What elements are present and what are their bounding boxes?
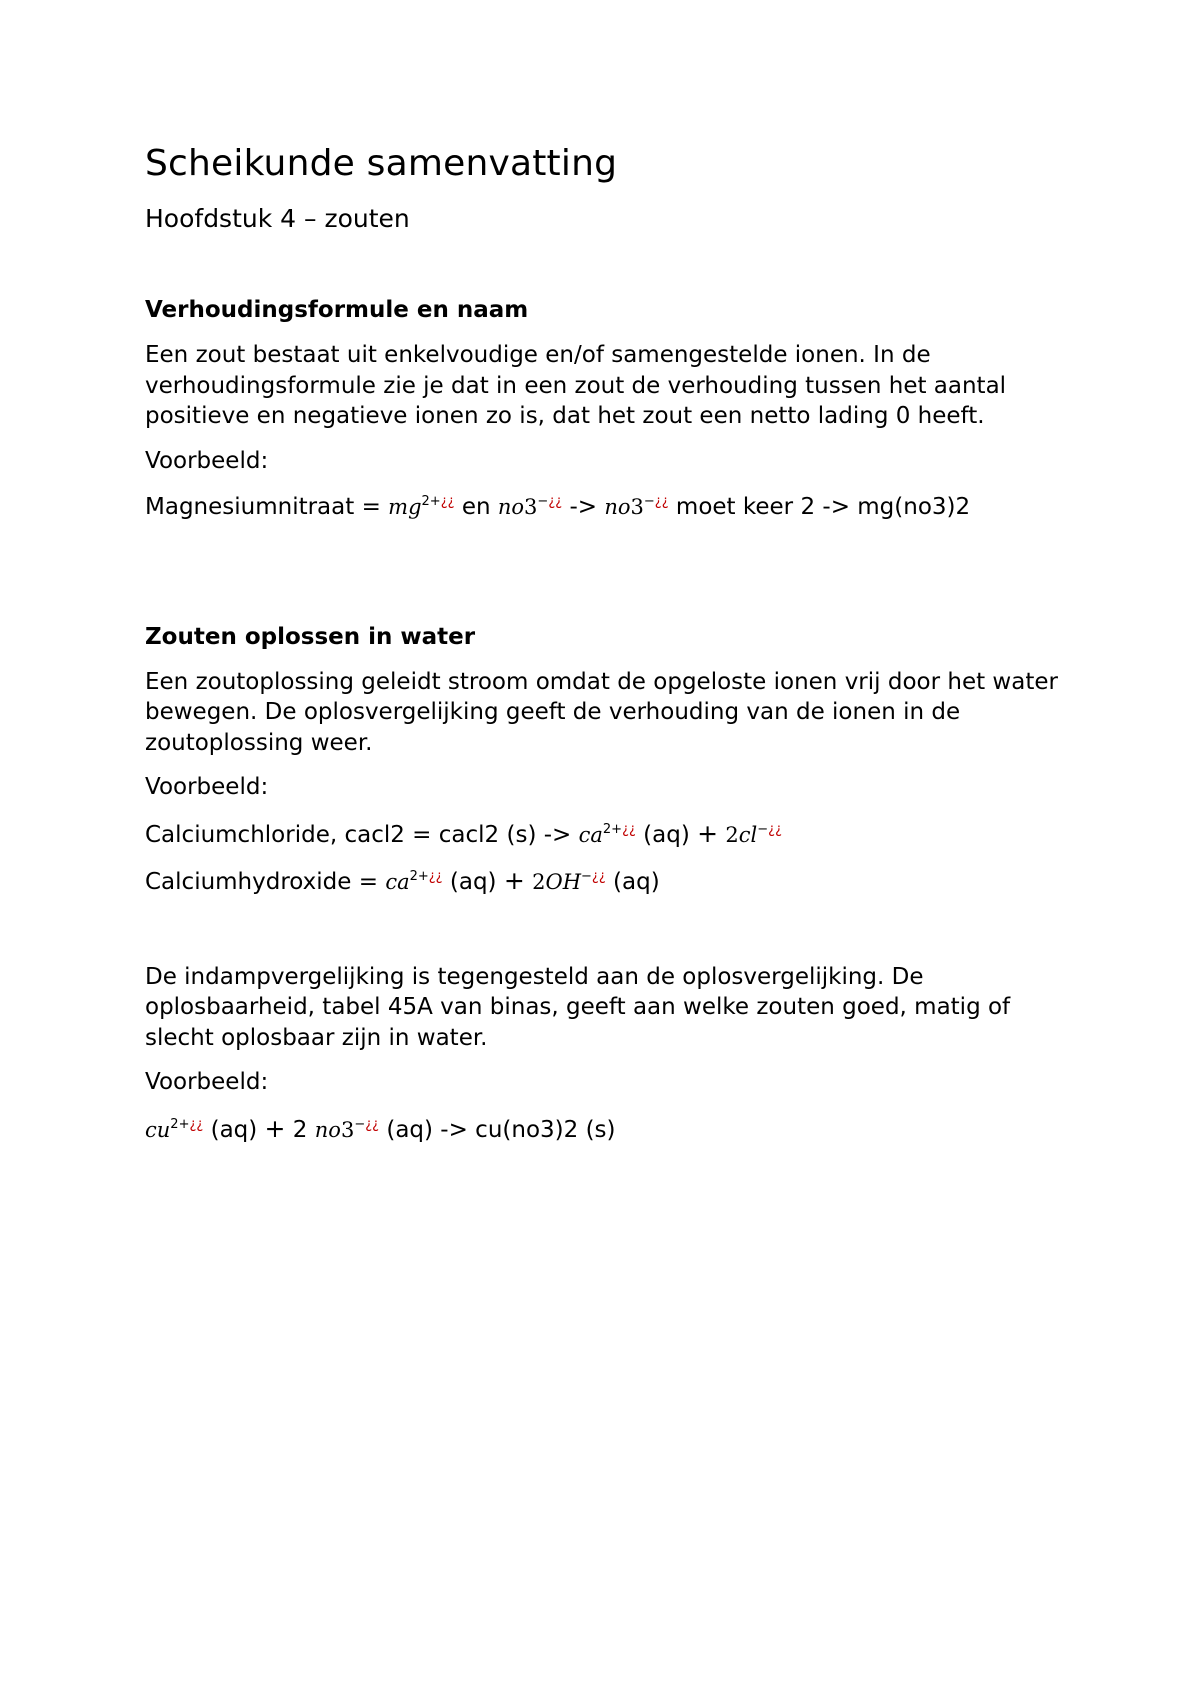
plus-sign: + (503, 866, 525, 895)
plus-sign: + (697, 818, 719, 848)
math-term: ca (578, 822, 603, 847)
example-label: Voorbeeld: (145, 1069, 269, 1095)
render-error-glyph: ¿¿ (591, 869, 606, 884)
equation-text: moet keer 2 -> mg(no3)2 (668, 494, 971, 520)
charge-superscript: 2+¿¿ (602, 821, 636, 837)
charge-superscript: −¿¿ (581, 869, 606, 884)
charge-superscript: 2+¿¿ (170, 1116, 204, 1132)
math-number: 3 (630, 495, 644, 519)
render-error-glyph: ¿¿ (548, 494, 563, 509)
chapter-subtitle: Hoofdstuk 4 – zouten (145, 204, 410, 233)
section-heading-verhoudingsformule: Verhoudingsformule en naam (145, 297, 529, 323)
math-term: no (314, 1117, 341, 1142)
equation-text: (aq) (442, 869, 504, 895)
plus-sign: + (264, 1113, 286, 1143)
charge-superscript: −¿¿ (757, 821, 782, 837)
charge-superscript: −¿¿ (354, 1116, 380, 1132)
math-term: cl (738, 822, 758, 847)
render-error-glyph: ¿¿ (622, 821, 636, 837)
render-error-glyph: ¿¿ (654, 494, 669, 509)
math-term: mg (388, 495, 422, 519)
math-term: no (497, 495, 525, 519)
charge-superscript: −¿¿ (537, 494, 563, 509)
equation-text: (aq) (203, 1116, 265, 1143)
equation-line-calciumhydroxide (145, 866, 1085, 898)
equation-text: (aq) (605, 869, 660, 895)
equation-text: (aq) (635, 821, 698, 848)
math-number: 2 (532, 870, 546, 894)
math-term: cu (145, 1117, 171, 1142)
equation-line-copper-nitrate (145, 1114, 1085, 1146)
charge-superscript: 2+¿¿ (409, 869, 443, 884)
section-paragraph: Een zoutoplossing geleidt stroom omdat de opgeloste ionen vrij door het water bewegen. De oplosvergelijking geeft de verhouding van de ionen in de zoutoplossing weer. (145, 668, 1058, 756)
equation-text: Magnesiumnitraat = (145, 494, 389, 520)
render-error-glyph: ¿¿ (768, 821, 782, 837)
math-number: 3 (340, 1117, 355, 1142)
equation-line-calciumchloride (145, 819, 1085, 851)
math-term: OH (545, 870, 582, 894)
section-paragraph: De indampvergelijking is tegengesteld aan de oplosvergelijking. De oplosbaarheid, tabel 45A van binas, geeft aan welke zouten goed, matig of slecht oplosbaar zijn in water. (145, 963, 1011, 1051)
render-error-glyph: ¿¿ (440, 494, 455, 509)
equation-text: (aq) -> cu(no3)2 (s) (379, 1116, 616, 1143)
equation-line-magnesiumnitraat (145, 492, 1085, 523)
render-error-glyph: ¿¿ (365, 1116, 380, 1132)
math-number: 2 (725, 822, 739, 847)
charge-superscript: 2+¿¿ (421, 494, 455, 509)
math-term: no (604, 495, 631, 519)
document-title: Scheikunde samenvatting (145, 143, 618, 184)
example-label: Voorbeeld: (145, 774, 269, 800)
equation-text: 2 (285, 1116, 315, 1143)
equation-text: Calciumhydroxide = (145, 869, 386, 895)
charge-superscript: −¿¿ (643, 494, 669, 509)
math-number: 3 (524, 495, 538, 519)
section-heading-zouten-oplossen: Zouten oplossen in water (145, 623, 476, 650)
equation-text: Calciumchloride, cacl2 = cacl2 (s) -> (145, 821, 579, 848)
render-error-glyph: ¿¿ (189, 1116, 204, 1132)
render-error-glyph: ¿¿ (428, 869, 443, 884)
math-term: ca (385, 870, 410, 894)
equation-text (525, 869, 532, 895)
equation-text: -> (562, 494, 605, 520)
document-page (145, 138, 1085, 1145)
section-paragraph: Een zout bestaat uit enkelvoudige en/of samengestelde ionen. In de verhoudingsformule zie je dat in een zout de verhouding tussen het aantal positieve en negatieve ionen zo is, dat het zout een netto lading 0 heeft. (145, 342, 1007, 429)
equation-text: en (454, 494, 498, 520)
example-label: Voorbeeld: (145, 447, 269, 474)
